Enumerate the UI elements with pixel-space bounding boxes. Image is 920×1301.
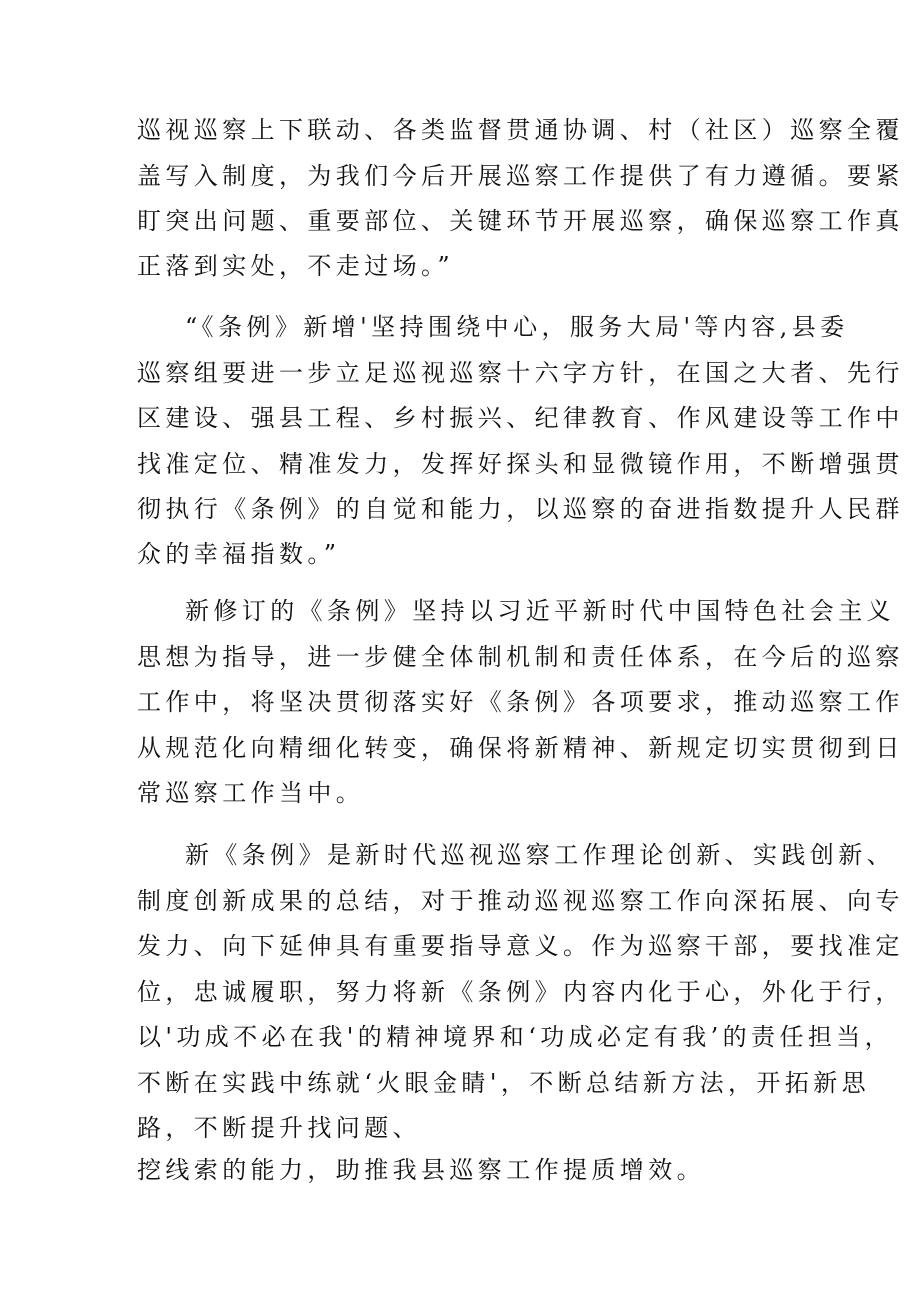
paragraph-4-line-8: 挖线索的能力，助推我县巡察工作提质增效。	[137, 1156, 705, 1184]
paragraph-2-line-2: 巡察组要进一步立足巡视巡察十六字方针，在国之大者、先行	[137, 359, 904, 387]
paragraph-1-line-4: 正落到实处，不走过场。”	[137, 252, 455, 280]
paragraph-4-line-5: 以'功成不必在我'的精神境界和‘功成必定有我’的责任担当，	[137, 1023, 894, 1051]
paragraph-3-line-2: 思想为指导，进一步健全体制机制和责任体系，在今后的巡察	[137, 643, 904, 671]
paragraph-3-line-5: 常巡察工作当中。	[137, 779, 365, 807]
paragraph-2-line-6: 众的幸福指数。”	[137, 540, 341, 568]
paragraph-2-line-5: 彻执行《条例》的自觉和能力，以巡察的奋进指数提升人民群	[137, 495, 904, 523]
paragraph-4-line-4: 位，忠诚履职，努力将新《条例》内容内化于心，外化于行，	[137, 978, 904, 1006]
paragraph-4-line-3: 发力、向下延伸具有重要指导意义。作为巡察干部，要找准定	[137, 932, 904, 960]
paragraph-3-line-1: 新修订的《条例》坚持以习近平新时代中国特色社会主义	[185, 597, 895, 625]
paragraph-3-line-3: 工作中，将坚决贯彻落实好《条例》各项要求，推动巡察工作	[137, 688, 904, 716]
paragraph-1-line-1: 巡视巡察上下联动、各类监督贯通协调、村（社区）巡察全覆	[137, 116, 904, 144]
paragraph-3-line-4: 从规范化向精细化转变，确保将新精神、新规定切实贯彻到日	[137, 734, 904, 762]
paragraph-1-line-3: 盯突出问题、重要部位、关键环节开展巡察，确保巡察工作真	[137, 207, 904, 235]
paragraph-4-line-6: 不断在实践中练就‘火眼金睛'，不断总结新方法，开拓新思	[137, 1069, 871, 1097]
paragraph-2-line-1: “《条例》新增'坚持围绕中心，服务大局'等内容,县委	[185, 313, 849, 341]
paragraph-1-line-2: 盖写入制度，为我们今后开展巡察工作提供了有力遵循。要紧	[137, 162, 904, 190]
paragraph-2-line-4: 找准定位、精准发力，发挥好探头和显微镜作用，不断增强贯	[137, 450, 904, 478]
paragraph-2-line-3: 区建设、强县工程、乡村振兴、纪律教育、作风建设等工作中	[137, 404, 904, 432]
paragraph-4-line-1: 新《条例》是新时代巡视巡察工作理论创新、实践创新、	[185, 841, 895, 869]
paragraph-4-line-7: 路，不断提升找问题、	[137, 1114, 421, 1142]
paragraph-4-line-2: 制度创新成果的总结，对于推动巡视巡察工作向深拓展、向专	[137, 887, 904, 915]
